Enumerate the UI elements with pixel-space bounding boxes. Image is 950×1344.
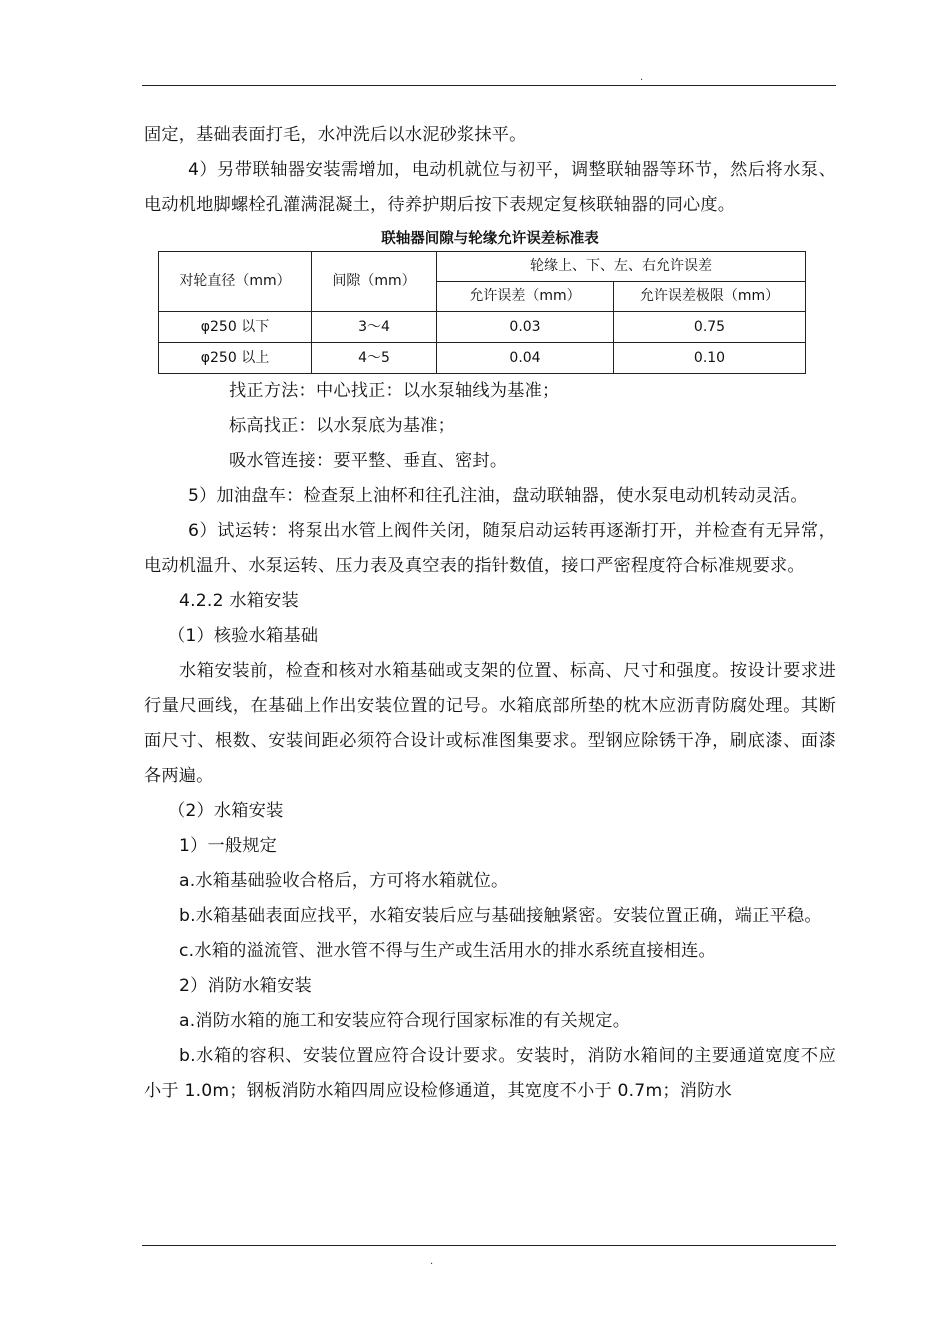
cell-diameter: φ250 以上 bbox=[159, 343, 312, 374]
coupling-tolerance-table bbox=[158, 251, 806, 374]
header-group: 轮缘上、下、左、右允许误差 bbox=[437, 252, 806, 282]
paragraph: 4）另带联轴器安装需增加，电动机就位与初平，调整联轴器等环节，然后将水泵、电动机地脚螺栓孔灌满混凝土，待养护期后按下表规定复核联轴器的同心度。 bbox=[144, 160, 836, 215]
subsection-heading: （2）水箱安装 bbox=[168, 801, 284, 821]
list-item: a.水箱基础验收合格后，方可将水箱就位。 bbox=[179, 871, 509, 891]
paragraph: 6）试运转：将泵出水管上阀件关闭，随泵启动运转再逐渐打开，并检查有无异常，电动机温升、水泵运转、压力表及真空表的指针数值，接口严密程度符合标准规要求。 bbox=[144, 521, 836, 576]
paragraph: 水箱安装前，检查和核对水箱基础或支架的位置、标高、尺寸和强度。按设计要求进行量尺画线，在基础上作出安装位置的记号。水箱底部所垫的枕木应沥青防腐处理。其断面尺寸、根数、安装间距必须符合设计或标准图集要求。型钢应除锈干净，刷底漆、面漆各两遍。 bbox=[144, 661, 836, 786]
cell-allow: 0.04 bbox=[437, 343, 614, 374]
header-diameter: 对轮直径（mm） bbox=[159, 252, 312, 312]
section-heading: 4.2.2 水箱安装 bbox=[179, 591, 299, 611]
list-heading: 2）消防水箱安装 bbox=[179, 976, 312, 996]
list-item: b.水箱基础表面应找平，水箱安装后应与基础接触紧密。安装位置正确，端正平稳。 bbox=[179, 906, 822, 926]
header-rule bbox=[142, 85, 836, 86]
header-allow: 允许误差（mm） bbox=[437, 282, 614, 312]
list-item: b.水箱的容积、安装位置应符合设计要求。安装时，消防水箱间的主要通道宽度不应小于 1.0m；钢板消防水箱四周应设检修通道，其宽度不小于 0.7m；消防水 bbox=[144, 1046, 836, 1101]
list-item: c.水箱的溢流管、泄水管不得与生产或生活用水的排水系统直接相连。 bbox=[179, 941, 716, 961]
paragraph: 5）加油盘车：检查泵上油杯和往孔注油，盘动联轴器，使水泵电动机转动灵活。 bbox=[188, 486, 808, 506]
cell-gap: 3～4 bbox=[312, 312, 437, 343]
cell-limit: 0.75 bbox=[614, 312, 806, 343]
list-heading: 1）一般规定 bbox=[179, 836, 278, 856]
paragraph: 找正方法：中心找正：以水泵轴线为基准； bbox=[229, 381, 560, 401]
footer-mark: . bbox=[430, 1256, 434, 1267]
paragraph: 固定，基础表面打毛，水冲洗后以水泥砂浆抹平。 bbox=[144, 125, 527, 145]
cell-diameter: φ250 以下 bbox=[159, 312, 312, 343]
document-body bbox=[144, 118, 836, 1109]
cell-gap: 4～5 bbox=[312, 343, 437, 374]
header-limit: 允许误差极限（mm） bbox=[614, 282, 806, 312]
paragraph: 标高找正：以水泵底为基准； bbox=[229, 416, 456, 436]
header-mark: . bbox=[640, 72, 644, 83]
cell-limit: 0.10 bbox=[614, 343, 806, 374]
subsection-heading: （1）核验水箱基础 bbox=[168, 626, 319, 646]
list-item: a.消防水箱的施工和安装应符合现行国家标准的有关规定。 bbox=[179, 1011, 631, 1031]
footer-rule bbox=[142, 1245, 836, 1246]
cell-allow: 0.03 bbox=[437, 312, 614, 343]
paragraph: 吸水管连接：要平整、垂直、密封。 bbox=[229, 451, 508, 471]
table-row bbox=[159, 312, 806, 343]
table-title: 联轴器间隙与轮缘允许误差标准表 bbox=[381, 231, 599, 247]
table-row bbox=[159, 343, 806, 374]
header-gap: 间隙（mm） bbox=[312, 252, 437, 312]
